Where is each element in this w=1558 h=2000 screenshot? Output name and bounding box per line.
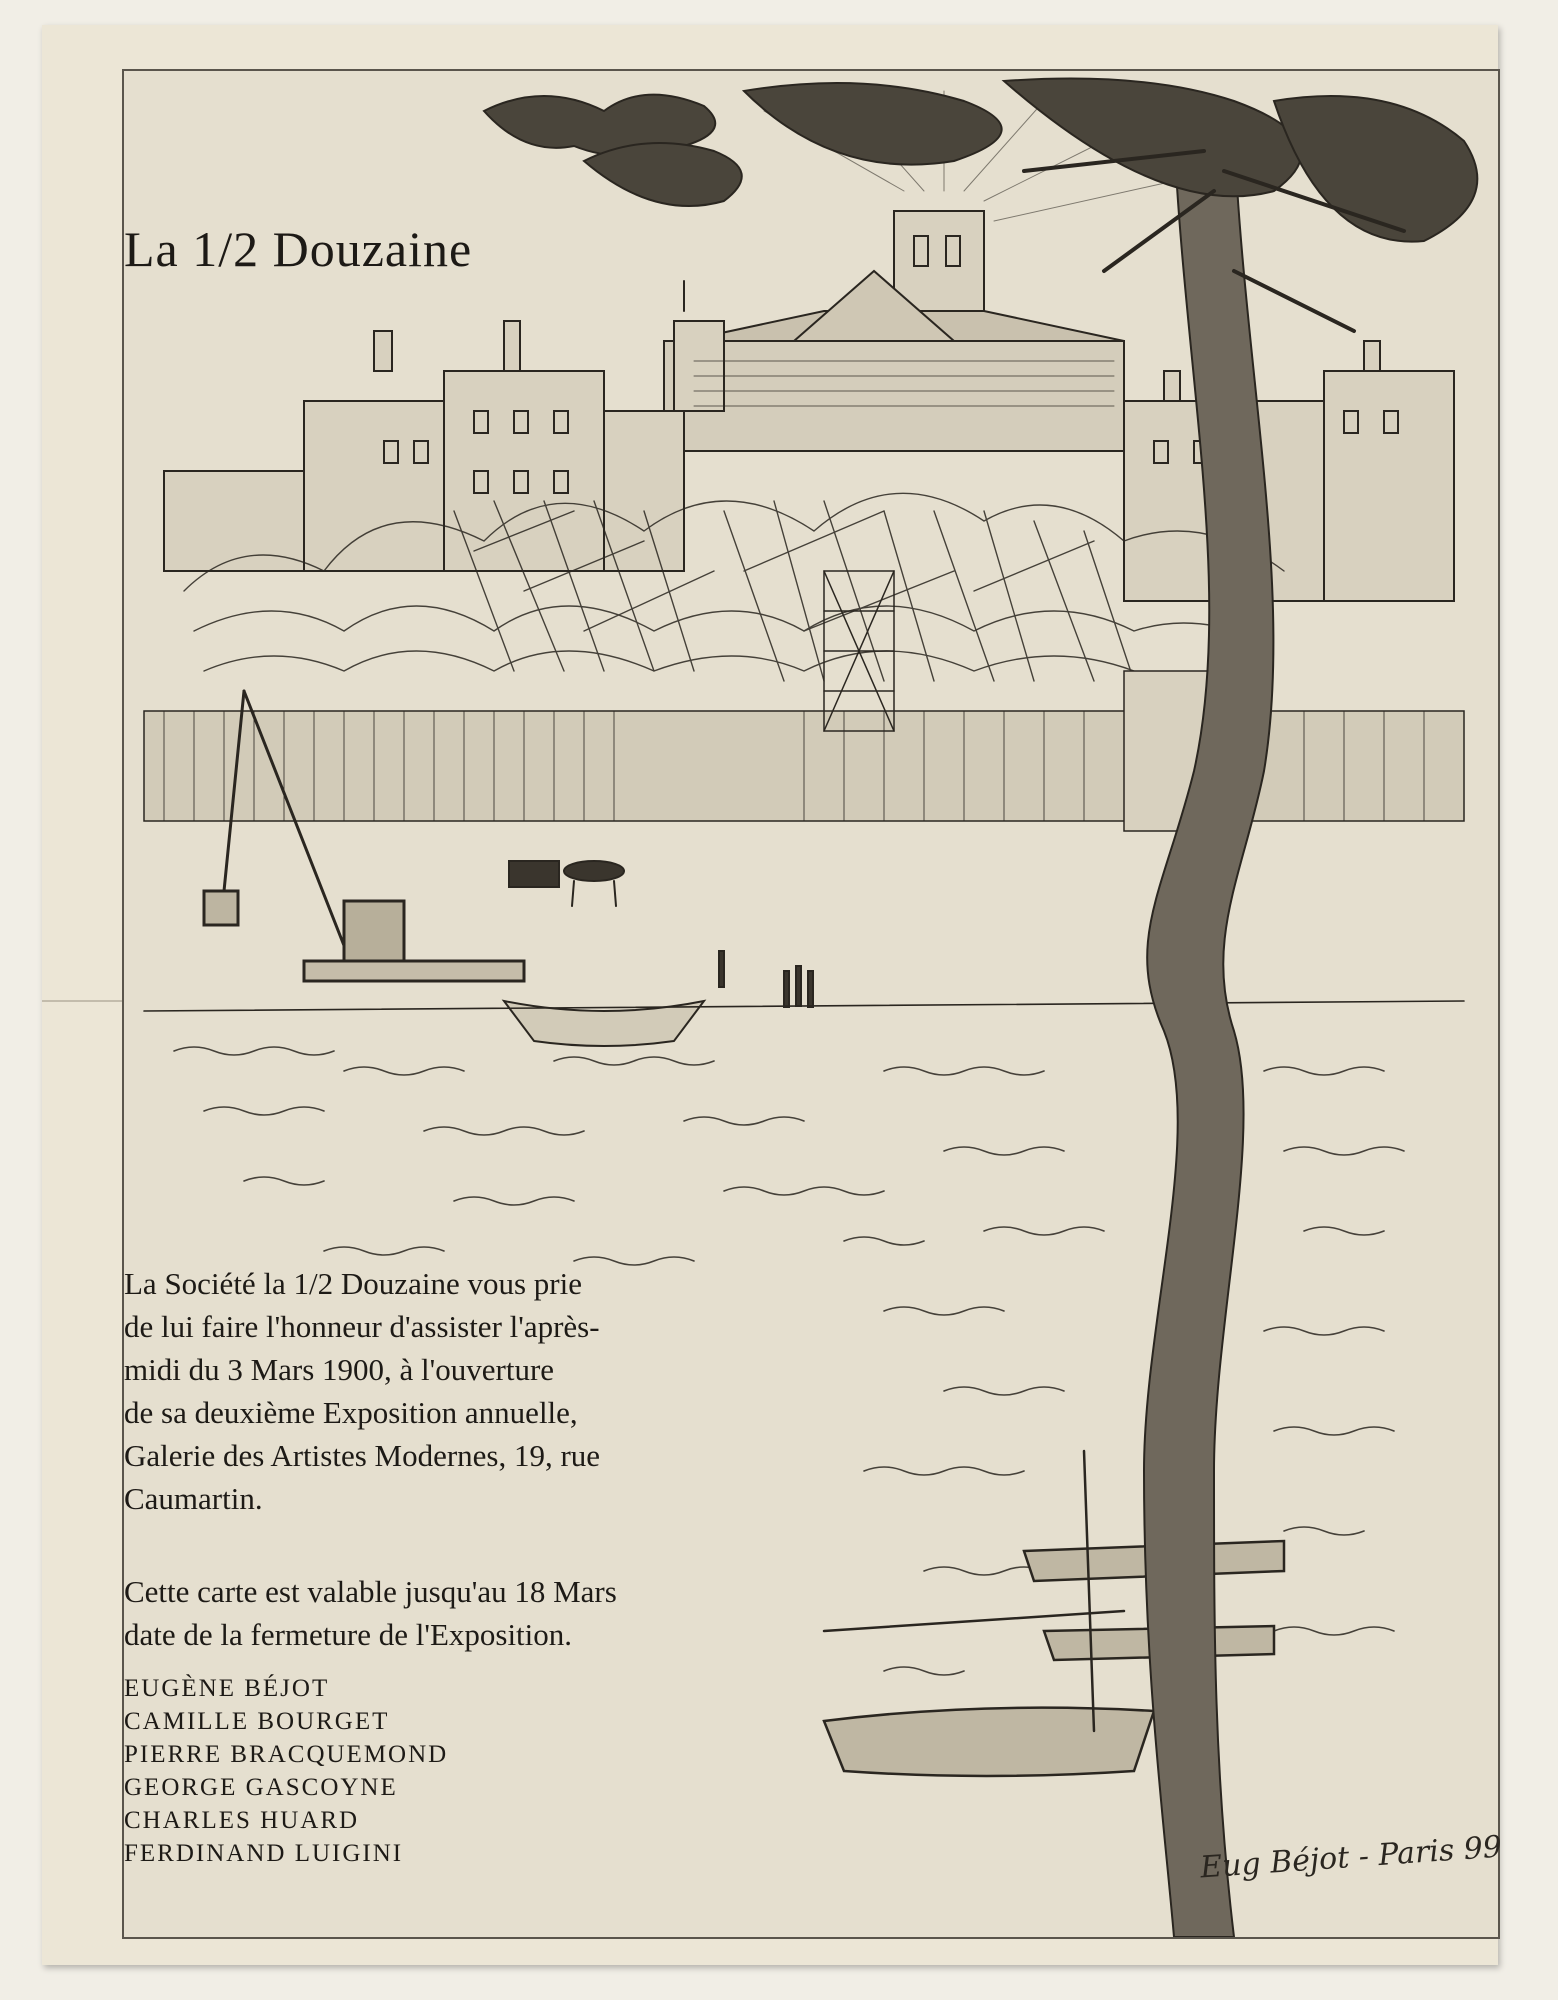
validity-line: date de la fermeture de l'Exposition. bbox=[124, 1617, 573, 1652]
member-list bbox=[124, 1672, 448, 1870]
invitation-line: midi du 3 Mars 1900, à l'ouverture bbox=[124, 1352, 555, 1387]
member-name: PIERRE BRACQUEMOND bbox=[124, 1741, 449, 1768]
invitation-line: Caumartin. bbox=[124, 1481, 263, 1516]
invitation-text bbox=[124, 1262, 804, 1520]
artist-signature: Eug Béjot - Paris 99 bbox=[1199, 1829, 1504, 1886]
member-name: CHARLES HUARD bbox=[124, 1807, 360, 1834]
church-building bbox=[664, 211, 1124, 451]
invitation-line: Galerie des Artistes Modernes, 19, rue bbox=[124, 1438, 601, 1473]
invitation-line: La Société la 1/2 Douzaine vous prie bbox=[124, 1266, 582, 1301]
card-title: La 1/2 Douzaine bbox=[124, 221, 473, 277]
right-houses bbox=[1124, 341, 1454, 601]
invitation-line: de sa deuxième Exposition annuelle, bbox=[124, 1395, 578, 1430]
member-name: GEORGE GASCOYNE bbox=[124, 1774, 398, 1801]
invitation-line: de lui faire l'honneur d'assister l'après- bbox=[124, 1309, 600, 1344]
etching-plate bbox=[122, 69, 1500, 1939]
member-name: EUGÈNE BÉJOT bbox=[124, 1675, 330, 1702]
validity-text bbox=[124, 1570, 617, 1656]
horse-cart bbox=[509, 861, 813, 1007]
etching-illustration bbox=[124, 71, 1498, 1937]
member-name: CAMILLE BOURGET bbox=[124, 1708, 390, 1735]
validity-line: Cette carte est valable jusqu'au 18 Mars bbox=[124, 1574, 617, 1609]
member-name: FERDINAND LUIGINI bbox=[124, 1840, 404, 1867]
